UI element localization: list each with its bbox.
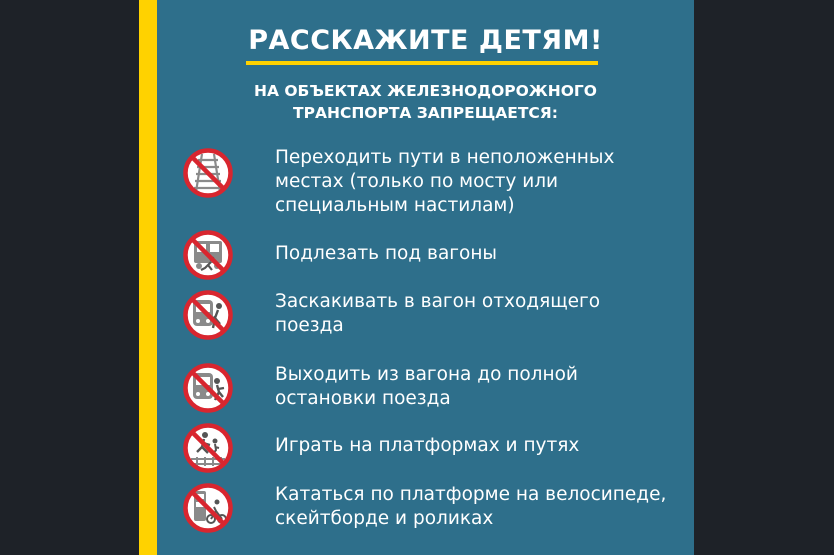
rule-text (275, 434, 715, 458)
no-crossing-tracks-icon (181, 146, 235, 200)
rule-text (275, 363, 715, 411)
rule-text-line: Играть на платформах и путях (275, 435, 580, 456)
left-dark-margin (0, 0, 139, 555)
page-title: РАССКАЖИТЕ ДЕТЯМ! (248, 25, 603, 56)
title-underline (246, 61, 598, 65)
no-jumping-into-train-icon (181, 288, 235, 342)
subtitle-line: НА ОБЪЕКТАХ ЖЕЛЕЗНОДОРОЖНОГО (254, 82, 597, 100)
rule-text (275, 290, 715, 338)
rule-text (275, 146, 715, 218)
rule-text-line: Переходить пути в неположенных (275, 147, 615, 168)
no-exiting-moving-train-icon (181, 361, 235, 415)
subtitle-line: ТРАНСПОРТА ЗАПРЕЩАЕТСЯ: (293, 104, 558, 122)
rule-text-line: скейтборде и роликах (275, 508, 494, 529)
rule-text-line: остановки поезда (275, 388, 451, 409)
rule-text (275, 242, 715, 266)
no-playing-on-tracks-icon (181, 421, 235, 475)
info-panel (157, 0, 694, 555)
rule-text (275, 483, 715, 531)
subtitle (157, 80, 694, 124)
rule-text-line: Подлезать под вагоны (275, 243, 498, 264)
rule-text-line: Кататься по платформе на велосипеде, (275, 484, 667, 505)
rule-text-line: специальным настилам) (275, 195, 515, 216)
title-wrap (157, 22, 694, 60)
yellow-accent-bar (139, 0, 157, 555)
rule-text-line: Выходить из вагона до полной (275, 364, 578, 385)
no-crawling-under-wagons-icon (181, 228, 235, 282)
rule-text-line: поезда (275, 315, 344, 336)
right-dark-margin (694, 0, 834, 555)
rule-text-line: местах (только по мосту или (275, 171, 559, 192)
no-riding-on-platform-icon (181, 481, 235, 535)
rule-text-line: Заскакивать в вагон отходящего (275, 291, 601, 312)
